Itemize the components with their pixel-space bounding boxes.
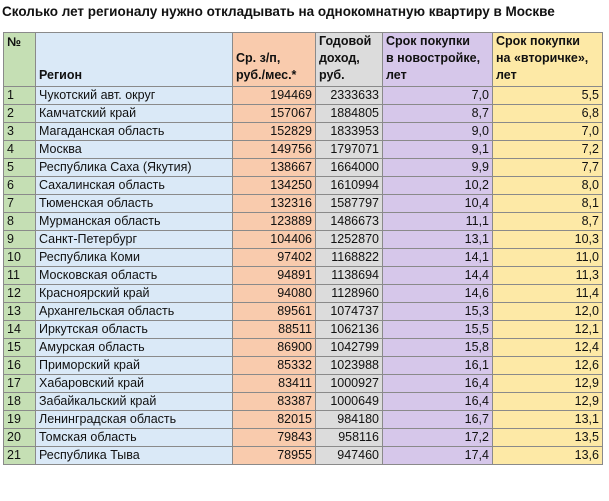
cell-new-build: 14,6 xyxy=(383,285,493,303)
header-new-build-line: в новостройке, xyxy=(386,51,481,65)
cell-salary: 85332 xyxy=(233,357,316,375)
cell-region: Амурская область xyxy=(36,339,233,357)
cell-region: Томская область xyxy=(36,429,233,447)
cell-income: 1252870 xyxy=(316,231,383,249)
cell-salary: 149756 xyxy=(233,141,316,159)
page-title: Сколько лет регионалу нужно откладывать на однокомнатную квартиру в Москве xyxy=(2,4,555,19)
cell-region: Республика Коми xyxy=(36,249,233,267)
cell-region: Чукотский авт. округ xyxy=(36,87,233,105)
cell-num: 9 xyxy=(4,231,36,249)
cell-secondary: 7,7 xyxy=(493,159,603,177)
cell-num: 11 xyxy=(4,267,36,285)
cell-new-build: 15,5 xyxy=(383,321,493,339)
cell-secondary: 11,0 xyxy=(493,249,603,267)
cell-num: 5 xyxy=(4,159,36,177)
table-row xyxy=(4,141,603,159)
cell-secondary: 11,3 xyxy=(493,267,603,285)
cell-salary: 83387 xyxy=(233,393,316,411)
cell-secondary: 8,0 xyxy=(493,177,603,195)
header-salary xyxy=(233,33,316,87)
header-secondary-line: на «вторичке», xyxy=(496,51,589,65)
cell-secondary: 13,1 xyxy=(493,411,603,429)
header-salary-line: руб./мес.* xyxy=(236,68,297,82)
header-salary-line: Ср. з/п, xyxy=(236,51,281,65)
cell-new-build: 9,0 xyxy=(383,123,493,141)
cell-salary: 94891 xyxy=(233,267,316,285)
cell-new-build: 16,4 xyxy=(383,393,493,411)
header-new-build-line: лет xyxy=(386,68,407,82)
cell-new-build: 14,1 xyxy=(383,249,493,267)
table-row xyxy=(4,285,603,303)
cell-salary: 157067 xyxy=(233,105,316,123)
table-row xyxy=(4,123,603,141)
header-num: № xyxy=(4,33,36,87)
table-body xyxy=(4,87,603,465)
cell-region: Московская область xyxy=(36,267,233,285)
table-row xyxy=(4,321,603,339)
cell-salary: 79843 xyxy=(233,429,316,447)
cell-income: 1664000 xyxy=(316,159,383,177)
table-row xyxy=(4,267,603,285)
cell-region: Тюменская область xyxy=(36,195,233,213)
cell-num: 4 xyxy=(4,141,36,159)
cell-income: 1074737 xyxy=(316,303,383,321)
cell-region: Мурманская область xyxy=(36,213,233,231)
cell-income: 1168822 xyxy=(316,249,383,267)
cell-income: 1138694 xyxy=(316,267,383,285)
cell-salary: 134250 xyxy=(233,177,316,195)
cell-new-build: 8,7 xyxy=(383,105,493,123)
table-row xyxy=(4,375,603,393)
table-row xyxy=(4,105,603,123)
cell-secondary: 12,6 xyxy=(493,357,603,375)
cell-num: 15 xyxy=(4,339,36,357)
cell-secondary: 7,2 xyxy=(493,141,603,159)
cell-new-build: 10,4 xyxy=(383,195,493,213)
header-income-line: доход, xyxy=(319,51,360,65)
header-new-build xyxy=(383,33,493,87)
cell-num: 17 xyxy=(4,375,36,393)
table-row xyxy=(4,177,603,195)
cell-secondary: 8,7 xyxy=(493,213,603,231)
cell-secondary: 12,9 xyxy=(493,375,603,393)
cell-new-build: 13,1 xyxy=(383,231,493,249)
cell-salary: 83411 xyxy=(233,375,316,393)
cell-income: 1884805 xyxy=(316,105,383,123)
cell-income: 1610994 xyxy=(316,177,383,195)
cell-num: 10 xyxy=(4,249,36,267)
table-row xyxy=(4,159,603,177)
cell-salary: 123889 xyxy=(233,213,316,231)
cell-income: 1486673 xyxy=(316,213,383,231)
cell-new-build: 9,9 xyxy=(383,159,493,177)
table-row xyxy=(4,303,603,321)
cell-region: Камчатский край xyxy=(36,105,233,123)
cell-salary: 94080 xyxy=(233,285,316,303)
cell-num: 20 xyxy=(4,429,36,447)
cell-income: 958116 xyxy=(316,429,383,447)
cell-num: 21 xyxy=(4,447,36,465)
cell-region: Республика Тыва xyxy=(36,447,233,465)
cell-secondary: 12,4 xyxy=(493,339,603,357)
header-region: Регион xyxy=(36,33,233,87)
cell-num: 19 xyxy=(4,411,36,429)
cell-num: 7 xyxy=(4,195,36,213)
cell-secondary: 13,5 xyxy=(493,429,603,447)
cell-region: Сахалинская область xyxy=(36,177,233,195)
cell-num: 1 xyxy=(4,87,36,105)
cell-new-build: 14,4 xyxy=(383,267,493,285)
cell-income: 1587797 xyxy=(316,195,383,213)
cell-region: Приморский край xyxy=(36,357,233,375)
cell-salary: 86900 xyxy=(233,339,316,357)
cell-salary: 89561 xyxy=(233,303,316,321)
cell-income: 1023988 xyxy=(316,357,383,375)
cell-salary: 82015 xyxy=(233,411,316,429)
cell-salary: 138667 xyxy=(233,159,316,177)
cell-secondary: 6,8 xyxy=(493,105,603,123)
table-row xyxy=(4,339,603,357)
cell-secondary: 12,9 xyxy=(493,393,603,411)
header-new-build-line: Срок покупки xyxy=(386,34,470,48)
cell-income: 1042799 xyxy=(316,339,383,357)
cell-region: Санкт-Петербург xyxy=(36,231,233,249)
header-secondary-line: Срок покупки xyxy=(496,34,580,48)
cell-salary: 194469 xyxy=(233,87,316,105)
cell-secondary: 8,1 xyxy=(493,195,603,213)
cell-num: 14 xyxy=(4,321,36,339)
cell-income: 1797071 xyxy=(316,141,383,159)
cell-income: 947460 xyxy=(316,447,383,465)
cell-region: Хабаровский край xyxy=(36,375,233,393)
cell-new-build: 17,2 xyxy=(383,429,493,447)
cell-new-build: 15,8 xyxy=(383,339,493,357)
cell-secondary: 11,4 xyxy=(493,285,603,303)
cell-num: 13 xyxy=(4,303,36,321)
cell-income: 1833953 xyxy=(316,123,383,141)
cell-num: 8 xyxy=(4,213,36,231)
cell-region: Москва xyxy=(36,141,233,159)
cell-new-build: 15,3 xyxy=(383,303,493,321)
cell-new-build: 9,1 xyxy=(383,141,493,159)
cell-secondary: 12,0 xyxy=(493,303,603,321)
cell-num: 12 xyxy=(4,285,36,303)
cell-region: Магаданская область xyxy=(36,123,233,141)
table-row xyxy=(4,249,603,267)
header-income-line: руб. xyxy=(319,68,345,82)
cell-income: 1062136 xyxy=(316,321,383,339)
cell-salary: 88511 xyxy=(233,321,316,339)
cell-new-build: 10,2 xyxy=(383,177,493,195)
cell-num: 18 xyxy=(4,393,36,411)
table-row xyxy=(4,231,603,249)
cell-num: 16 xyxy=(4,357,36,375)
cell-salary: 132316 xyxy=(233,195,316,213)
cell-income: 1000927 xyxy=(316,375,383,393)
table-row xyxy=(4,357,603,375)
data-table xyxy=(3,32,603,465)
cell-income: 1128960 xyxy=(316,285,383,303)
cell-salary: 97402 xyxy=(233,249,316,267)
table-row xyxy=(4,429,603,447)
cell-new-build: 16,4 xyxy=(383,375,493,393)
table-row xyxy=(4,393,603,411)
cell-num: 2 xyxy=(4,105,36,123)
cell-salary: 152829 xyxy=(233,123,316,141)
cell-new-build: 16,7 xyxy=(383,411,493,429)
cell-salary: 78955 xyxy=(233,447,316,465)
cell-region: Забайкальский край xyxy=(36,393,233,411)
cell-income: 984180 xyxy=(316,411,383,429)
table-row xyxy=(4,447,603,465)
cell-secondary: 10,3 xyxy=(493,231,603,249)
cell-num: 3 xyxy=(4,123,36,141)
cell-region: Красноярский край xyxy=(36,285,233,303)
cell-region: Иркутская область xyxy=(36,321,233,339)
header-income xyxy=(316,33,383,87)
cell-salary: 104406 xyxy=(233,231,316,249)
table-row xyxy=(4,195,603,213)
cell-secondary: 12,1 xyxy=(493,321,603,339)
cell-new-build: 11,1 xyxy=(383,213,493,231)
cell-new-build: 16,1 xyxy=(383,357,493,375)
table-row xyxy=(4,213,603,231)
cell-secondary: 13,6 xyxy=(493,447,603,465)
cell-region: Архангельская область xyxy=(36,303,233,321)
cell-region: Республика Саха (Якутия) xyxy=(36,159,233,177)
table-row xyxy=(4,411,603,429)
cell-new-build: 7,0 xyxy=(383,87,493,105)
cell-income: 2333633 xyxy=(316,87,383,105)
cell-region: Ленинградская область xyxy=(36,411,233,429)
cell-num: 6 xyxy=(4,177,36,195)
cell-secondary: 7,0 xyxy=(493,123,603,141)
table-row xyxy=(4,87,603,105)
cell-secondary: 5,5 xyxy=(493,87,603,105)
header-row xyxy=(4,33,603,87)
header-secondary-line: лет xyxy=(496,68,517,82)
cell-new-build: 17,4 xyxy=(383,447,493,465)
cell-income: 1000649 xyxy=(316,393,383,411)
header-secondary xyxy=(493,33,603,87)
header-income-line: Годовой xyxy=(319,34,372,48)
